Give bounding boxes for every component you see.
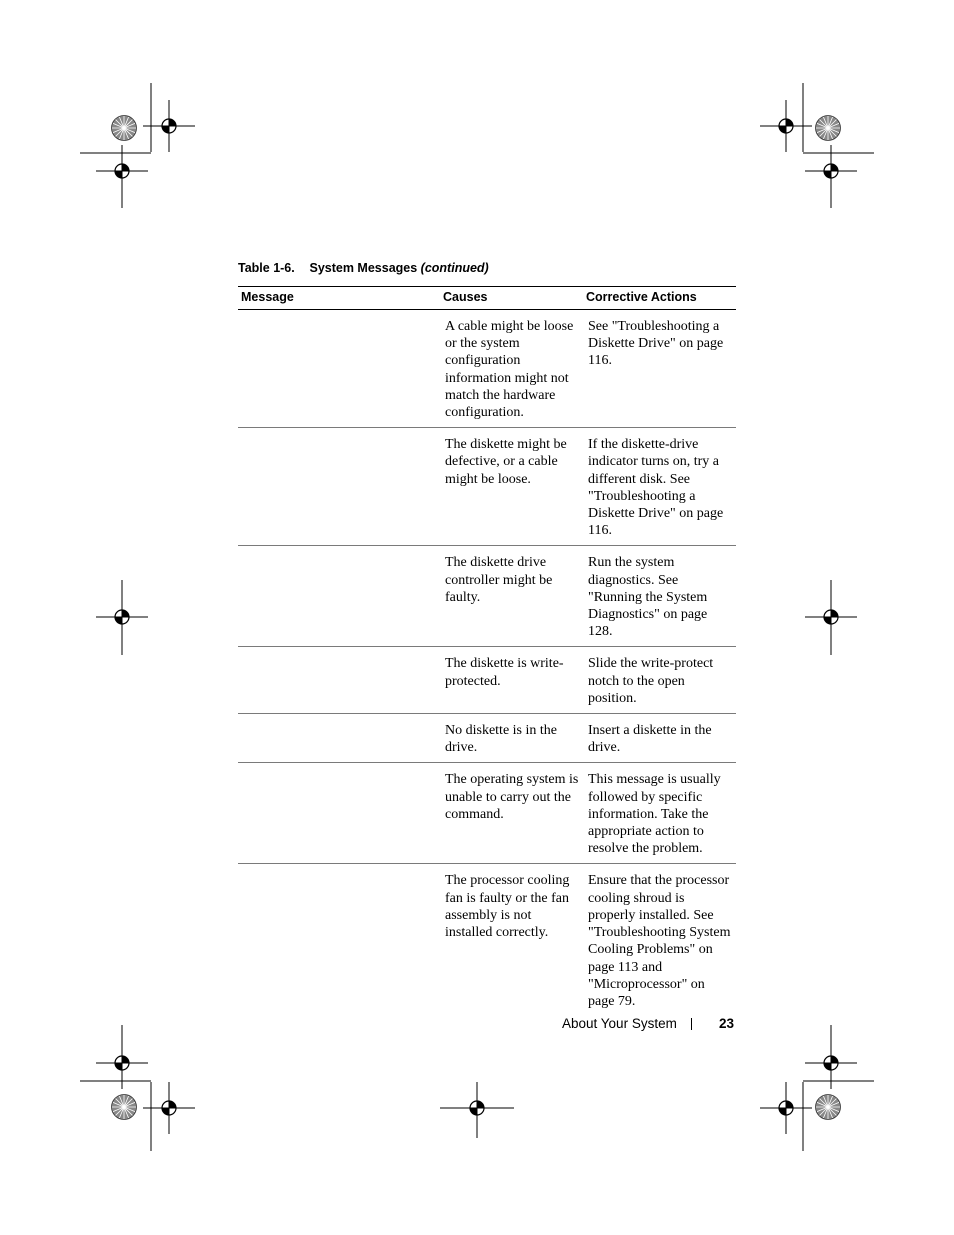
table-title: System Messages: [309, 261, 418, 275]
table-row: [238, 763, 736, 864]
table-number: Table 1-6.: [238, 261, 295, 275]
action-cell: This message is usually followed by specific information. Take the appropriate action to resolve the problem.: [583, 763, 736, 864]
action-cell: Slide the write-protect notch to the open position.: [583, 647, 736, 714]
message-cell: [238, 714, 440, 763]
cause-cell: The operating system is unable to carry out the command.: [440, 763, 583, 864]
message-cell: [238, 310, 440, 428]
table-row: [238, 428, 736, 546]
system-messages-table: [238, 286, 736, 1016]
action-cell: Insert a diskette in the drive.: [583, 714, 736, 763]
action-cell: If the diskette-drive indicator turns on, try a different disk. See "Troubleshooting a Diskette Drive" on page 116.: [583, 428, 736, 546]
cause-cell: No diskette is in the drive.: [440, 714, 583, 763]
table-row: [238, 546, 736, 647]
table-caption: [238, 261, 489, 275]
table-row: [238, 310, 736, 428]
message-cell: [238, 428, 440, 546]
action-cell: See "Troubleshooting a Diskette Drive" on page 116.: [583, 310, 736, 428]
cause-cell: The diskette drive controller might be faulty.: [440, 546, 583, 647]
cause-cell: The processor cooling fan is faulty or the fan assembly is not installed correctly.: [445, 873, 570, 941]
cause-cell: A cable might be loose or the system configuration information might not match the hardware configuration.: [440, 310, 583, 428]
cause-cell: The diskette might be defective, or a cable might be loose.: [440, 428, 583, 546]
table-row: [238, 714, 736, 763]
footer-divider: [691, 1018, 692, 1030]
page-number: 23: [719, 1016, 735, 1031]
cause-cell: The diskette is write-protected.: [440, 647, 583, 714]
table-row: [238, 647, 736, 714]
message-cell: [238, 763, 440, 864]
message-cell: [238, 546, 440, 647]
table-continued-label: (continued): [420, 261, 489, 275]
table-row: [238, 864, 736, 1016]
column-header-causes: Causes: [440, 287, 583, 310]
action-cell: Run the system diagnostics. See "Running the System Diagnostics" on page 128.: [583, 546, 736, 647]
footer-section-title: About Your System: [562, 1016, 677, 1031]
column-header-corrective-actions: Corrective Actions: [583, 287, 736, 310]
message-cell: [238, 647, 440, 714]
action-cell: Ensure that the processor cooling shroud is properly installed. See "Troubleshooting System Cooling Problems" on page 113 and "Microprocessor" on page 79.: [588, 873, 731, 1009]
column-header-message: Message: [238, 287, 440, 310]
message-cell: [238, 864, 440, 1016]
table-header-row: [238, 287, 736, 310]
